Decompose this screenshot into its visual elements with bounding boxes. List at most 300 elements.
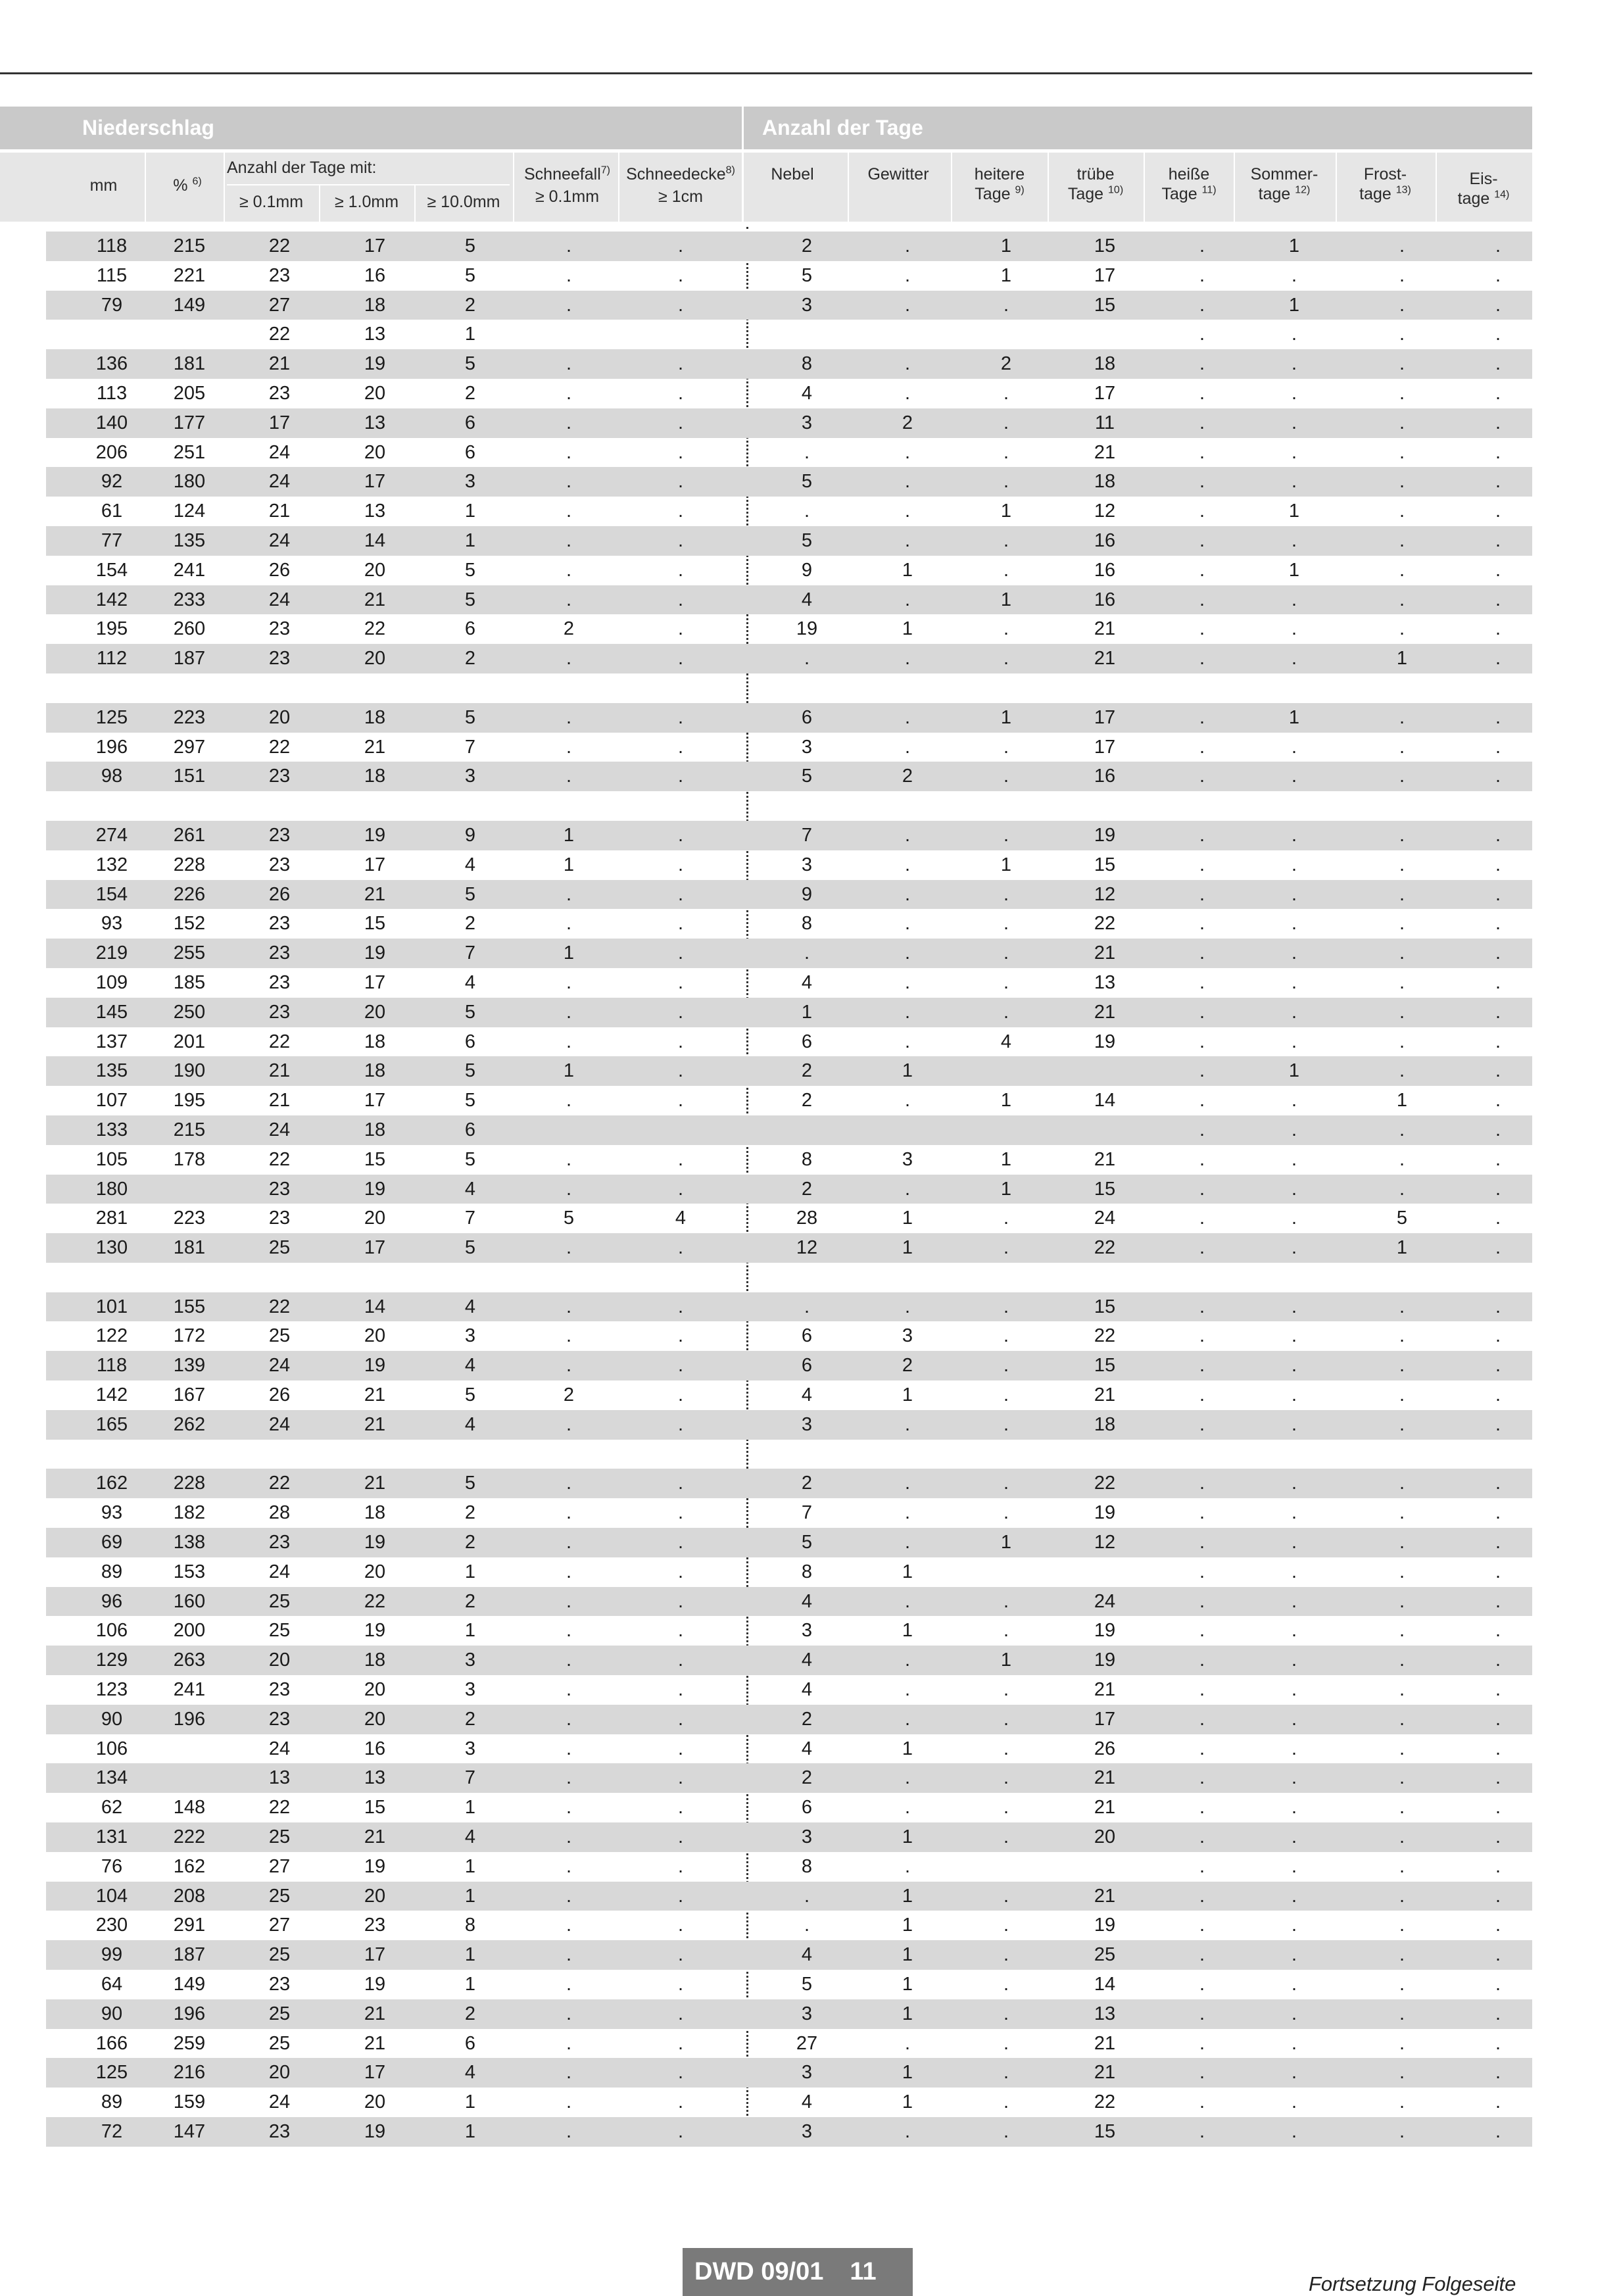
cell-tage-ge10: 20 <box>364 441 386 463</box>
cell-heitere-tage: . <box>1003 2091 1009 2113</box>
cell-mm: 154 <box>95 883 128 905</box>
cell-nebel: 3 <box>801 736 813 758</box>
table-row <box>46 1321 1532 1351</box>
cell-gewitter: 1 <box>902 1885 913 1907</box>
cell-eistage: . <box>1495 618 1501 640</box>
cell-tage-ge100: 4 <box>464 854 476 875</box>
cell-heitere-tage: 1 <box>1000 264 1012 286</box>
cell-heitere-tage: . <box>1003 971 1009 993</box>
cell-eistage: . <box>1495 501 1501 522</box>
cell-nebel: 3 <box>801 2121 813 2142</box>
cell-tage-ge10: 20 <box>364 382 386 404</box>
table-row <box>46 1970 1532 1999</box>
cell-tage-ge01: 27 <box>268 294 291 316</box>
cell-gewitter: . <box>904 589 911 610</box>
cell-schneefall: . <box>566 353 572 375</box>
cell-pct: 190 <box>173 1060 206 1082</box>
cell-tage-ge100: 2 <box>464 1532 476 1553</box>
cell-eistage: . <box>1495 1001 1501 1023</box>
cell-heisse-tage: . <box>1199 1797 1205 1819</box>
header-anzahl-tage <box>744 153 1532 222</box>
cell-mm: 123 <box>95 1679 128 1701</box>
cell-truebe-tage: 19 <box>1094 1502 1116 1524</box>
cell-tage-ge01: 22 <box>268 1148 291 1170</box>
cell-heisse-tage: . <box>1199 264 1205 286</box>
cell-schneefall: . <box>566 2091 572 2113</box>
table-row <box>46 1705 1532 1734</box>
cell-gewitter: 1 <box>902 1384 913 1406</box>
cell-heisse-tage: . <box>1199 1413 1205 1435</box>
cell-tage-ge10: 17 <box>364 471 386 493</box>
cell-gewitter: . <box>904 1797 911 1819</box>
cell-tage-ge01: 24 <box>268 2091 291 2113</box>
cell-heitere-tage: . <box>1003 2121 1009 2142</box>
cell-heitere-tage: . <box>1003 1208 1009 1229</box>
cell-tage-ge100: 1 <box>464 1944 476 1966</box>
cell-mm: 165 <box>95 1413 128 1435</box>
cell-heisse-tage: . <box>1199 529 1205 551</box>
cell-pct: 241 <box>173 559 206 581</box>
cell-eistage: . <box>1495 2121 1501 2142</box>
cell-tage-ge10: 17 <box>364 1237 386 1259</box>
cell-schneefall: 1 <box>563 1060 575 1082</box>
cell-nebel: 4 <box>801 1590 813 1612</box>
cell-sommertage: . <box>1291 1649 1297 1671</box>
cell-eistage: . <box>1495 824 1501 846</box>
cell-tage-ge10: 17 <box>364 1944 386 1966</box>
cell-schneefall: . <box>566 1797 572 1819</box>
cell-tage-ge10: 20 <box>364 1325 386 1347</box>
cell-tage-ge01: 23 <box>268 766 291 787</box>
cell-heisse-tage: . <box>1199 441 1205 463</box>
cell-gewitter: 1 <box>902 1826 913 1848</box>
cell-sommertage: . <box>1291 471 1297 493</box>
cell-eistage: . <box>1495 942 1501 964</box>
cell-tage-ge100: 3 <box>464 1738 476 1759</box>
cell-nebel: 4 <box>801 1738 813 1759</box>
cell-eistage: . <box>1495 1384 1501 1406</box>
cell-schneefall: . <box>566 294 572 316</box>
cell-heisse-tage: . <box>1199 1649 1205 1671</box>
cell-frosttage: . <box>1399 1590 1405 1612</box>
cell-schneefall: . <box>566 1090 572 1111</box>
table-row <box>46 1882 1532 1911</box>
cell-tage-ge01: 24 <box>268 529 291 551</box>
cell-tage-ge01: 23 <box>268 942 291 964</box>
cell-tage-ge100: 6 <box>464 1119 476 1140</box>
cell-heitere-tage: . <box>1003 618 1009 640</box>
cell-mm: 130 <box>95 1237 128 1259</box>
cell-schneefall: . <box>566 441 572 463</box>
cell-eistage: . <box>1495 1031 1501 1052</box>
table-row <box>46 526 1532 556</box>
cell-heisse-tage: . <box>1199 589 1205 610</box>
table-row <box>46 1351 1532 1380</box>
cell-mm: 219 <box>95 942 128 964</box>
cell-heitere-tage: . <box>1003 1679 1009 1701</box>
cell-tage-ge10: 20 <box>364 1708 386 1730</box>
cell-sommertage: . <box>1291 353 1297 375</box>
cell-mm: 166 <box>95 2032 128 2054</box>
cell-nebel: 4 <box>801 589 813 610</box>
cell-heisse-tage: . <box>1199 1974 1205 1995</box>
cell-truebe-tage: 21 <box>1094 1148 1116 1170</box>
cell-truebe-tage: 17 <box>1094 1708 1116 1730</box>
cell-tage-ge10: 20 <box>364 648 386 670</box>
cell-frosttage: . <box>1399 1915 1405 1936</box>
table-row <box>46 1175 1532 1204</box>
cell-pct: 208 <box>173 1885 206 1907</box>
header-heitere: heitere Tage $^{9)}$ <box>974 165 1025 203</box>
cell-tage-ge01: 25 <box>268 1944 291 1966</box>
cell-eistage: . <box>1495 235 1501 256</box>
cell-schneefall: 1 <box>563 854 575 875</box>
cell-sommertage: . <box>1291 766 1297 787</box>
cell-gewitter: . <box>904 1679 911 1701</box>
cell-heisse-tage: . <box>1199 2032 1205 2054</box>
table-row <box>46 1793 1532 1822</box>
cell-schneedecke: . <box>677 1561 684 1582</box>
cell-schneedecke: . <box>677 1944 684 1966</box>
cell-frosttage: . <box>1399 1708 1405 1730</box>
cell-eistage: . <box>1495 1473 1501 1494</box>
cell-heisse-tage: . <box>1199 766 1205 787</box>
cell-schneedecke: . <box>677 1797 684 1819</box>
cell-eistage: . <box>1495 1855 1501 1877</box>
cell-heitere-tage: 1 <box>1000 706 1012 728</box>
cell-tage-ge100: 1 <box>464 1885 476 1907</box>
cell-sommertage: 1 <box>1288 706 1300 728</box>
cell-eistage: . <box>1495 1561 1501 1582</box>
cell-heitere-tage: . <box>1003 1826 1009 1848</box>
cell-truebe-tage: 14 <box>1094 1974 1116 1995</box>
cell-heisse-tage: . <box>1199 324 1205 345</box>
cell-heitere-tage: 1 <box>1000 1532 1012 1553</box>
cell-nebel: 4 <box>801 1944 813 1966</box>
cell-tage-ge10: 19 <box>364 1532 386 1553</box>
cell-gewitter: . <box>904 913 911 935</box>
cell-mm: 281 <box>95 1208 128 1229</box>
cell-sommertage: . <box>1291 824 1297 846</box>
table-row <box>46 261 1532 291</box>
table-row <box>46 1616 1532 1646</box>
cell-tage-ge01: 23 <box>268 1532 291 1553</box>
table-row <box>46 2058 1532 2088</box>
cell-truebe-tage: 21 <box>1094 2062 1116 2084</box>
cell-schneedecke: . <box>677 1031 684 1052</box>
table-row <box>46 1999 1532 2029</box>
cell-mm: 132 <box>95 854 128 875</box>
cell-schneefall: 5 <box>563 1208 575 1229</box>
cell-gewitter: . <box>904 441 911 463</box>
cell-tage-ge01: 23 <box>268 1708 291 1730</box>
cell-pct: 160 <box>173 1590 206 1612</box>
cell-frosttage: . <box>1399 471 1405 493</box>
cell-tage-ge01: 28 <box>268 1502 291 1524</box>
header-eis: Eis- tage $^{14)}$ <box>1457 170 1510 208</box>
cell-tage-ge10: 16 <box>364 1738 386 1759</box>
cell-heitere-tage: . <box>1003 1885 1009 1907</box>
cell-tage-ge100: 2 <box>464 648 476 670</box>
cell-pct: 147 <box>173 2121 206 2142</box>
cell-tage-ge100: 6 <box>464 441 476 463</box>
cell-pct: 223 <box>173 1208 206 1229</box>
cell-pct: 152 <box>173 913 206 935</box>
cell-tage-ge01: 23 <box>268 824 291 846</box>
cell-eistage: . <box>1495 1767 1501 1789</box>
cell-gewitter: . <box>904 1001 911 1023</box>
cell-nebel: 2 <box>801 1060 813 1082</box>
cell-tage-ge100: 5 <box>464 1237 476 1259</box>
cell-tage-ge01: 23 <box>268 2121 291 2142</box>
cell-frosttage: . <box>1399 1826 1405 1848</box>
cell-heitere-tage: . <box>1003 1708 1009 1730</box>
cell-eistage: . <box>1495 1944 1501 1966</box>
cell-nebel: 12 <box>796 1237 818 1259</box>
cell-schneefall: . <box>566 1738 572 1759</box>
cell-truebe-tage: 12 <box>1094 1532 1116 1553</box>
cell-schneefall: . <box>566 1148 572 1170</box>
cell-schneefall: . <box>566 1031 572 1052</box>
cell-eistage: . <box>1495 1708 1501 1730</box>
table-gap <box>46 791 1532 821</box>
cell-gewitter: . <box>904 1532 911 1553</box>
cell-gewitter: . <box>904 2121 911 2142</box>
cell-truebe-tage: 17 <box>1094 382 1116 404</box>
table-row <box>46 909 1532 939</box>
cell-frosttage: . <box>1399 2062 1405 2084</box>
cell-schneedecke: . <box>677 1001 684 1023</box>
cell-gewitter: 1 <box>902 1915 913 1936</box>
table-row <box>46 1086 1532 1115</box>
cell-sommertage: . <box>1291 441 1297 463</box>
cell-nebel: 2 <box>801 1767 813 1789</box>
footer-badge <box>683 2248 913 2296</box>
cell-gewitter: 1 <box>902 1561 913 1582</box>
cell-gewitter: 1 <box>902 1237 913 1259</box>
cell-pct: 216 <box>173 2062 206 2084</box>
cell-nebel: 5 <box>801 1532 813 1553</box>
cell-sommertage: . <box>1291 1915 1297 1936</box>
table-row <box>46 556 1532 585</box>
cell-mm: 154 <box>95 559 128 581</box>
cell-eistage: . <box>1495 1590 1501 1612</box>
cell-heitere-tage: 1 <box>1000 589 1012 610</box>
cell-schneefall: . <box>566 2003 572 2024</box>
cell-gewitter: 1 <box>902 559 913 581</box>
cell-pct: 259 <box>173 2032 206 2054</box>
cell-truebe-tage: 15 <box>1094 1178 1116 1200</box>
cell-tage-ge10: 13 <box>364 324 386 345</box>
cell-mm: 72 <box>101 2121 123 2142</box>
cell-schneedecke: . <box>677 1679 684 1701</box>
cell-schneefall: . <box>566 971 572 993</box>
cell-mm: 142 <box>95 589 128 610</box>
cell-sommertage: . <box>1291 2003 1297 2024</box>
cell-eistage: . <box>1495 264 1501 286</box>
cell-schneedecke: . <box>677 1413 684 1435</box>
cell-tage-ge10: 21 <box>364 2003 386 2024</box>
cell-mm: 115 <box>96 264 128 286</box>
cell-truebe-tage: 21 <box>1094 441 1116 463</box>
cell-pct: 215 <box>173 235 206 256</box>
cell-eistage: . <box>1495 913 1501 935</box>
cell-tage-ge100: 1 <box>464 2121 476 2142</box>
cell-sommertage: . <box>1291 1590 1297 1612</box>
cell-nebel: 4 <box>801 971 813 993</box>
cell-heisse-tage: . <box>1199 1915 1205 1936</box>
cell-mm: 118 <box>96 1355 128 1377</box>
cell-frosttage: . <box>1399 2003 1405 2024</box>
cell-pct: 187 <box>173 1944 206 1966</box>
cell-tage-ge01: 22 <box>268 736 291 758</box>
cell-mm: 69 <box>101 1532 123 1553</box>
cell-gewitter: 1 <box>902 1060 913 1082</box>
cell-pct: 291 <box>173 1915 206 1936</box>
cell-tage-ge10: 19 <box>364 1855 386 1877</box>
cell-schneedecke: . <box>677 1355 684 1377</box>
table-row <box>46 1027 1532 1057</box>
cell-heitere-tage: . <box>1003 1355 1009 1377</box>
cell-heitere-tage: . <box>1003 766 1009 787</box>
table-row <box>46 467 1532 497</box>
cell-truebe-tage: 16 <box>1094 766 1116 787</box>
cell-sommertage: . <box>1291 1708 1297 1730</box>
cell-sommertage: . <box>1291 1974 1297 1995</box>
header-schneedecke-sub: ≥ 1cm <box>658 187 703 206</box>
cell-frosttage: . <box>1399 824 1405 846</box>
header-sommer: Sommer- tage $^{12)}$ <box>1250 165 1318 203</box>
cell-sommertage: 1 <box>1288 1060 1300 1082</box>
header-frost: Frost- tage $^{13)}$ <box>1359 165 1411 203</box>
cell-tage-ge100: 1 <box>464 324 476 345</box>
cell-heisse-tage: . <box>1199 1855 1205 1877</box>
cell-schneefall: . <box>566 264 572 286</box>
cell-nebel: 8 <box>801 913 813 935</box>
cell-pct: 255 <box>173 942 206 964</box>
cell-tage-ge01: 24 <box>268 589 291 610</box>
cell-eistage: . <box>1495 1620 1501 1642</box>
cell-tage-ge01: 23 <box>268 1208 291 1229</box>
cell-truebe-tage: 19 <box>1094 1620 1116 1642</box>
cell-nebel: 5 <box>801 471 813 493</box>
cell-pct: 226 <box>173 883 206 905</box>
table-row <box>46 320 1532 349</box>
table-row <box>46 1646 1532 1675</box>
cell-frosttage: 1 <box>1396 1090 1408 1111</box>
cell-sommertage: . <box>1291 1296 1297 1317</box>
cell-mm: 61 <box>101 501 123 522</box>
cell-tage-ge100: 6 <box>464 1031 476 1052</box>
cell-nebel: 8 <box>801 1561 813 1582</box>
cell-schneedecke: . <box>677 1325 684 1347</box>
cell-schneefall: . <box>566 1915 572 1936</box>
cell-heitere-tage: . <box>1003 1915 1009 1936</box>
cell-eistage: . <box>1495 1738 1501 1759</box>
cell-heisse-tage: . <box>1199 854 1205 875</box>
cell-heisse-tage: . <box>1199 1178 1205 1200</box>
cell-truebe-tage: 13 <box>1094 2003 1116 2024</box>
cell-gewitter: . <box>904 942 911 964</box>
cell-gewitter: 1 <box>902 2091 913 2113</box>
cell-tage-ge01: 22 <box>268 1296 291 1317</box>
cell-pct: 149 <box>173 294 206 316</box>
cell-schneedecke: . <box>677 1767 684 1789</box>
cell-heitere-tage: . <box>1003 559 1009 581</box>
cell-nebel: . <box>804 942 810 964</box>
cell-heitere-tage: . <box>1003 441 1009 463</box>
table-row <box>46 1056 1532 1086</box>
cell-truebe-tage: 15 <box>1094 854 1116 875</box>
cell-heisse-tage: . <box>1199 2003 1205 2024</box>
cell-tage-ge10: 22 <box>364 1590 386 1612</box>
cell-schneefall: . <box>566 913 572 935</box>
cell-tage-ge10: 18 <box>364 1502 386 1524</box>
cell-heitere-tage: . <box>1003 913 1009 935</box>
cell-nebel: . <box>804 1296 810 1317</box>
cell-heisse-tage: . <box>1199 382 1205 404</box>
cell-frosttage: . <box>1399 1974 1405 1995</box>
cell-sommertage: . <box>1291 1797 1297 1819</box>
cell-tage-ge100: 4 <box>464 1413 476 1435</box>
cell-truebe-tage: 18 <box>1094 1413 1116 1435</box>
cell-schneefall: . <box>566 766 572 787</box>
cell-eistage: . <box>1495 1502 1501 1524</box>
cell-pct: 196 <box>173 1708 206 1730</box>
cell-sommertage: . <box>1291 1620 1297 1642</box>
cell-gewitter: . <box>904 529 911 551</box>
cell-schneefall: . <box>566 1620 572 1642</box>
cell-mm: 107 <box>95 1090 128 1111</box>
cell-gewitter: . <box>904 1178 911 1200</box>
table-row <box>46 585 1532 615</box>
cell-schneefall: . <box>566 1413 572 1435</box>
cell-sommertage: . <box>1291 589 1297 610</box>
cell-heisse-tage: . <box>1199 824 1205 846</box>
cell-tage-ge100: 5 <box>464 1384 476 1406</box>
cell-tage-ge01: 21 <box>268 353 291 375</box>
cell-mm: 89 <box>101 1561 123 1582</box>
cell-heitere-tage: . <box>1003 1384 1009 1406</box>
cell-eistage: . <box>1495 324 1501 345</box>
cell-gewitter: . <box>904 736 911 758</box>
cell-eistage: . <box>1495 2032 1501 2054</box>
cell-gewitter: 1 <box>902 2003 913 2024</box>
cell-heisse-tage: . <box>1199 471 1205 493</box>
table-row <box>46 880 1532 910</box>
cell-tage-ge01: 23 <box>268 382 291 404</box>
cell-tage-ge10: 17 <box>364 854 386 875</box>
cell-frosttage: . <box>1399 441 1405 463</box>
cell-heitere-tage: . <box>1003 648 1009 670</box>
cell-sommertage: . <box>1291 1679 1297 1701</box>
cell-heisse-tage: . <box>1199 1620 1205 1642</box>
cell-mm: 131 <box>95 1826 128 1848</box>
cell-schneefall: 1 <box>563 942 575 964</box>
cell-mm: 195 <box>95 618 128 640</box>
cell-truebe-tage: 12 <box>1094 501 1116 522</box>
header-gewitter: Gewitter <box>867 165 929 183</box>
table-row <box>46 2088 1532 2117</box>
cell-eistage: . <box>1495 1413 1501 1435</box>
cell-tage-ge10: 13 <box>364 1767 386 1789</box>
cell-schneefall: . <box>566 1502 572 1524</box>
cell-tage-ge100: 6 <box>464 618 476 640</box>
cell-eistage: . <box>1495 766 1501 787</box>
cell-gewitter: . <box>904 1296 911 1317</box>
cell-schneedecke: . <box>677 501 684 522</box>
table-row <box>46 614 1532 644</box>
